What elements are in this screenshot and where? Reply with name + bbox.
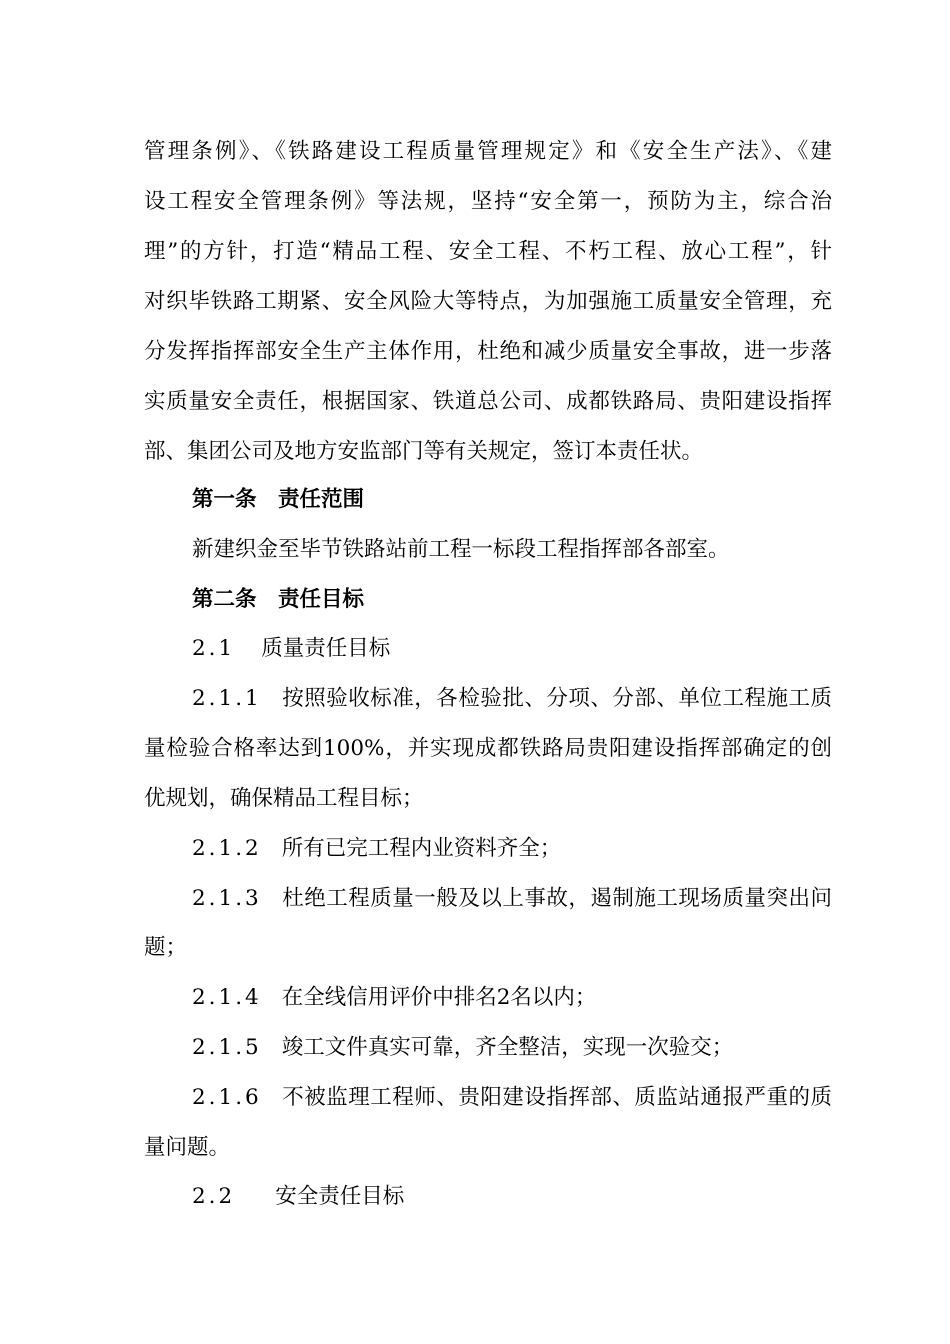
item-number: 2.1.3 — [192, 886, 262, 911]
item-2-1-1-line-1 — [192, 684, 832, 714]
section-2-1 — [192, 634, 390, 664]
section-title: 安全责任目标 — [275, 1184, 405, 1209]
item-2-1-6-line-1 — [192, 1083, 832, 1113]
item-number: 2.1.1 — [192, 686, 262, 711]
item-2-1-2 — [192, 834, 561, 864]
section-2-2 — [192, 1182, 404, 1212]
item-2-1-1-line-2: 量检验合格率达到100%，并实现成都铁路局贵阳建设指挥部确定的创 — [144, 736, 832, 761]
item-2-1-3-line-2: 题； — [144, 935, 188, 960]
item-number: 2.1.5 — [192, 1035, 262, 1060]
item-text: 所有已完工程内业资料齐全； — [281, 836, 562, 861]
item-text: 按照验收标准，各检验批、分项、分部、单位工程施工质 — [281, 686, 832, 711]
item-text: 不被监理工程师、贵阳建设指挥部、质监站通报严重的质 — [281, 1085, 832, 1110]
section-number: 2.1 — [192, 636, 236, 661]
item-number: 2.1.2 — [192, 836, 262, 861]
article-1-body: 新建织金至毕节铁路站前工程一标段工程指挥部各部室。 — [192, 537, 730, 562]
item-number: 2.1.4 — [192, 985, 262, 1010]
item-2-1-5 — [192, 1033, 733, 1063]
preamble-line-5: 分发挥指挥部安全生产主体作用，杜绝和减少质量安全事故，进一步落 — [144, 339, 832, 364]
item-2-1-3-line-1 — [192, 884, 832, 914]
preamble-line-1: 管理条例》、《铁路建设工程质量管理规定》和《安全生产法》、《建 — [144, 139, 832, 164]
item-2-1-1-line-3: 优规划，确保精品工程目标； — [144, 786, 424, 811]
preamble-line-7: 部、集团公司及地方安监部门等有关规定，签订本责任状。 — [144, 439, 704, 464]
preamble-line-4: 对织毕铁路工期紧、安全风险大等特点，为加强施工质量安全管理，充 — [144, 289, 832, 314]
item-2-1-4 — [192, 983, 596, 1013]
section-title: 质量责任目标 — [261, 636, 391, 661]
item-2-1-6-line-2: 量问题。 — [144, 1135, 231, 1160]
preamble-line-3: 理”的方针，打造“精品工程、安全工程、不朽工程、放心工程”，针 — [144, 239, 832, 264]
preamble-line-2: 设工程安全管理条例》等法规，坚持“安全第一，预防为主，综合治 — [144, 189, 832, 214]
section-number: 2.2 — [192, 1184, 236, 1209]
item-text: 杜绝工程质量一般及以上事故，遏制施工现场质量突出问 — [281, 886, 832, 911]
item-number: 2.1.6 — [192, 1085, 262, 1110]
preamble-line-6: 实质量安全责任，根据国家、铁道总公司、成都铁路局、贵阳建设指挥 — [144, 389, 832, 414]
item-text: 在全线信用评价中排名2名以内； — [281, 985, 597, 1010]
item-text: 竣工文件真实可靠，齐全整洁，实现一次验交； — [281, 1035, 734, 1060]
article-1-heading: 第一条 责任范围 — [192, 487, 365, 512]
article-2-heading: 第二条 责任目标 — [192, 587, 365, 612]
